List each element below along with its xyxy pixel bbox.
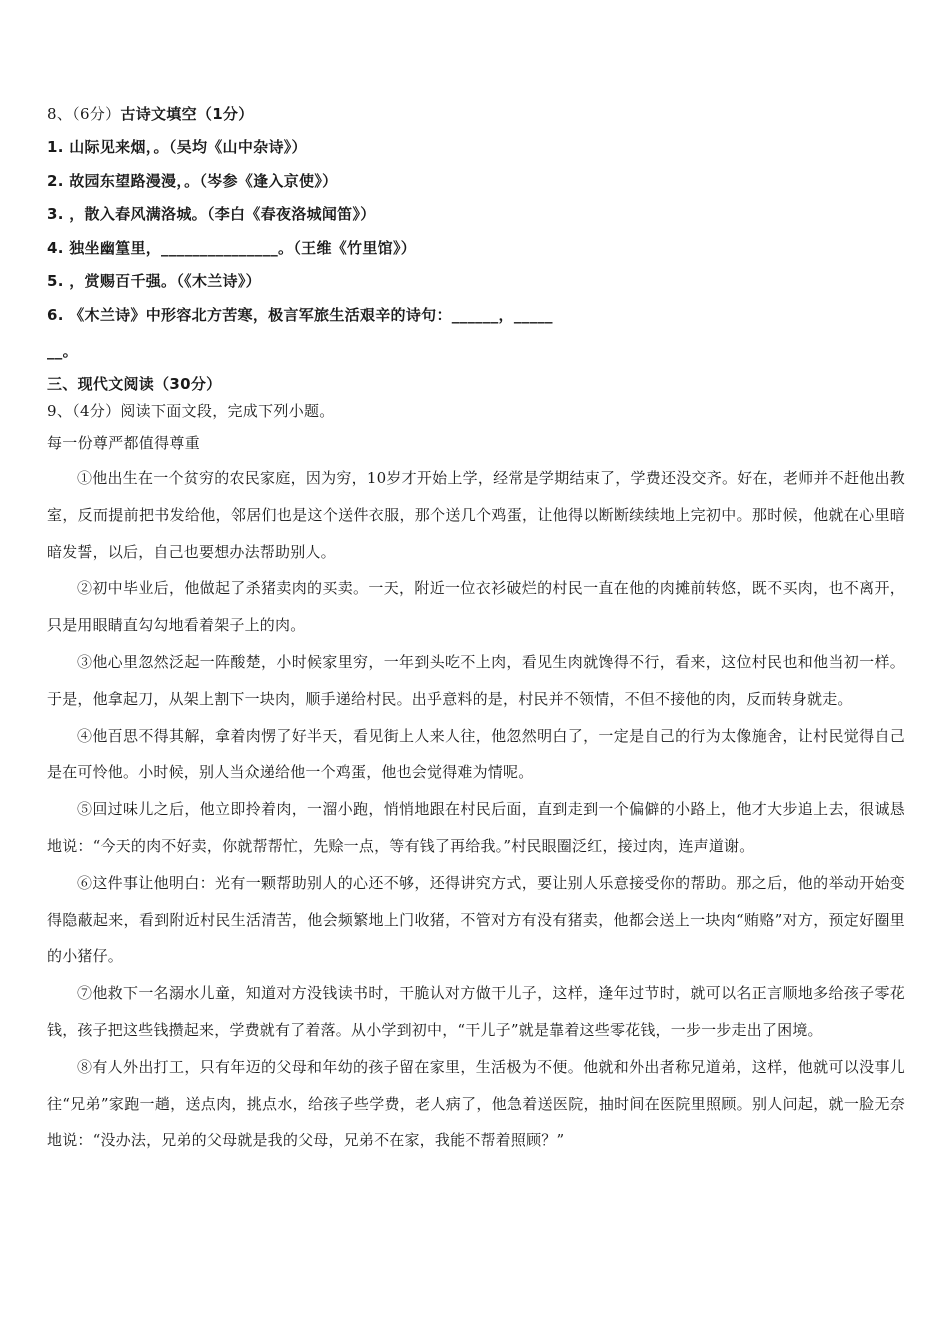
- section-3-title: 三、现代文阅读（30分）: [47, 375, 222, 393]
- exam-page: [47, 98, 905, 1159]
- question-9-stem: 9、（4分）阅读下面文段，完成下列小题。: [47, 402, 335, 420]
- paragraph-2: ②初中毕业后，他做起了杀猪卖肉的买卖。一天，附近一位衣衫破烂的村民一直在他的肉摊前转悠，既不买肉，也不离开，只是用眼睛直勾勾地看着架子上的肉。: [47, 579, 905, 635]
- paragraph-5: ⑤回过味儿之后，他立即拎着肉，一溜小跑，悄悄地跟在村民后面，直到走到一个偏僻的小路上，他才大步追上去，很诚恳地说：“今天的肉不好卖，你就帮帮忙，先赊一点，等有钱了再给我。”村民眼圈泛红，接过肉，连声道谢。: [47, 800, 905, 855]
- fill-item-3: 3. ，散入春风满洛城。（李白《春夜洛城闻笛》）: [47, 205, 376, 223]
- passage-title: 每一份尊严都值得尊重: [47, 434, 201, 452]
- fill-item-1: 1. 山际见来烟，。（吴均《山中杂诗》）: [47, 138, 307, 156]
- question-8-header: [47, 98, 905, 131]
- paragraph-1: ①他出生在一个贫穷的农民家庭，因为穷，10岁才开始上学，经常是学期结束了，学费还没交齐。好在，老师并不赶他出教室，反而提前把书发给他，邻居们也是这个送件衣服，那个送几个鸡蛋，让他得以断断续续地上完初中。那时候，他就在心里暗暗发誓，以后，自己也要想办法帮助别人。: [47, 469, 905, 561]
- fill-item-5: 5. ，赏赐百千强。（《木兰诗》）: [47, 272, 261, 290]
- paragraph-4: ④他百思不得其解，拿着肉愣了好半天，看见街上人来人往，他忽然明白了，一定是自己的行为太像施舍，让村民觉得自己是在可怜他。小时候，别人当众递给他一个鸡蛋，他也会觉得难为情呢。: [47, 726, 905, 782]
- question-8-number: 8、（6分）: [47, 105, 121, 123]
- paragraph-8: ⑧有人外出打工，只有年迈的父母和年幼的孩子留在家里，生活极为不便。他就和外出者称兄道弟，这样，他就可以没事儿往“兄弟”家跑一趟，送点肉，挑点水，给孩子些学费，老人病了，他急着送医院，抽时间在医院里照顾。别人问起，就一脸无奈地说：“没办法，兄弟的父母就是我的父母，兄弟不在家，我能不帮着照顾？”: [47, 1057, 905, 1150]
- fill-item-4: 4. 独坐幽篁里，_______________。（王维《竹里馆》）: [47, 238, 417, 257]
- question-8-title: 古诗文填空（1分）: [120, 105, 254, 123]
- fill-item-6: 6. 《木兰诗》中形容北方苦寒，极言军旅生活艰辛的诗句：______，_____: [47, 305, 553, 324]
- paragraph-6: ⑥这件事让他明白：光有一颗帮助别人的心还不够，还得讲究方式，要让别人乐意接受你的帮助。那之后，他的举动开始变得隐蔽起来，看到附近村民生活清苦，他会频繁地上门收猪，不管对方有没有猪卖，他都会送上一块肉“贿赂”对方，预定好圈里的小猪仔。: [47, 873, 905, 966]
- paragraph-3: ③他心里忽然泛起一阵酸楚，小时候家里穷，一年到头吃不上肉，看见生肉就馋得不行，看来，这位村民也和他当初一样。于是，他拿起刀，从架上割下一块肉，顺手递给村民。出乎意料的是，村民并不领情，不但不接他的肉，反而转身就走。: [47, 652, 905, 708]
- fill-item-6-continuation: __。: [47, 342, 78, 360]
- fill-item-2: 2. 故园东望路漫漫，。（岑参《逢入京使》）: [47, 171, 338, 190]
- paragraph-7: ⑦他救下一名溺水儿童，知道对方没钱读书时，干脆认对方做干儿子，这样，逢年过节时，就可以名正言顺地多给孩子零花钱，孩子把这些钱攒起来，学费就有了着落。从小学到初中，“干儿子”就是靠着这些零花钱，一步一步走出了困境。: [47, 984, 905, 1039]
